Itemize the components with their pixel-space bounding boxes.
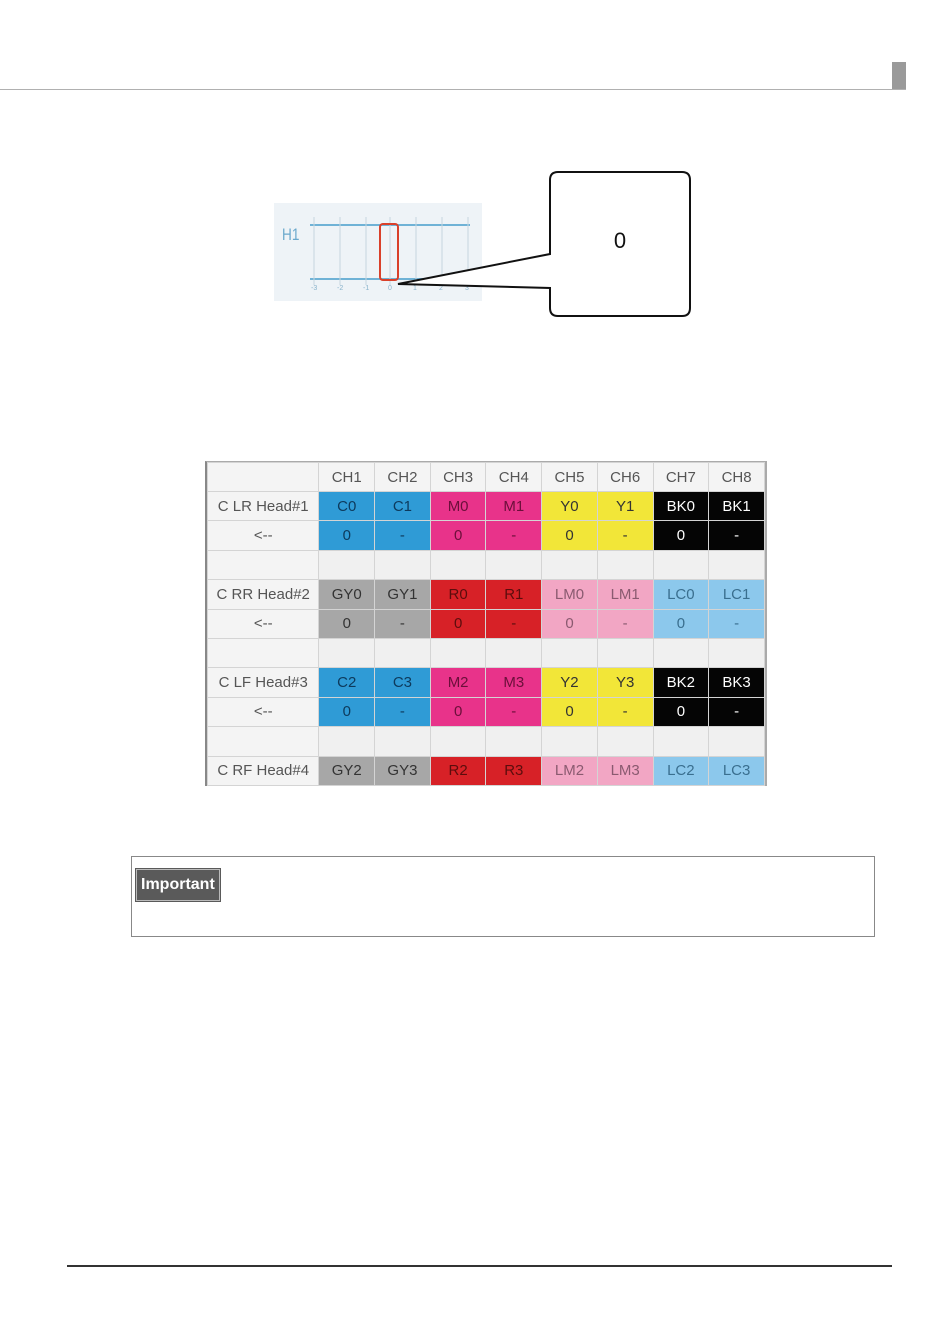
table-row xyxy=(208,668,765,697)
column-header-ch8: CH8 xyxy=(709,463,765,492)
channel-cell[interactable]: R0 xyxy=(430,580,486,609)
channel-cell[interactable]: LC2 xyxy=(653,756,709,785)
header-rule xyxy=(0,89,906,90)
channel-cell xyxy=(486,550,542,579)
channel-cell[interactable]: - xyxy=(597,697,653,726)
channel-cell[interactable]: 0 xyxy=(653,697,709,726)
table-row xyxy=(208,550,765,579)
row-header: C RR Head#2 xyxy=(208,580,319,609)
channel-cell xyxy=(542,638,598,667)
important-note-box xyxy=(131,856,875,937)
channel-cell[interactable]: LC0 xyxy=(653,580,709,609)
channel-cell[interactable]: R1 xyxy=(486,580,542,609)
corner-cell xyxy=(208,463,319,492)
column-header-ch3: CH3 xyxy=(430,463,486,492)
channel-cell[interactable]: LM3 xyxy=(597,756,653,785)
channel-cell[interactable]: - xyxy=(375,521,431,550)
pattern-tick-label: -2 xyxy=(337,285,344,292)
channel-cell[interactable]: LC1 xyxy=(709,580,765,609)
channel-cell[interactable]: - xyxy=(597,609,653,638)
table-header-row xyxy=(208,463,765,492)
pattern-tick-label: -3 xyxy=(311,285,318,292)
channel-cell[interactable]: 0 xyxy=(430,609,486,638)
table-row xyxy=(208,521,765,550)
head-channel-table xyxy=(205,461,767,786)
channel-cell[interactable]: 0 xyxy=(319,521,375,550)
channel-cell xyxy=(542,727,598,756)
row-header: <-- xyxy=(208,697,319,726)
channel-cell xyxy=(486,638,542,667)
channel-cell[interactable]: 0 xyxy=(542,697,598,726)
row-header xyxy=(208,550,319,579)
channel-cell xyxy=(375,727,431,756)
footer-rule xyxy=(67,1265,892,1267)
table-row xyxy=(208,492,765,521)
channel-cell[interactable]: - xyxy=(375,697,431,726)
channel-cell[interactable]: - xyxy=(375,609,431,638)
channel-cell xyxy=(709,550,765,579)
channel-cell xyxy=(653,550,709,579)
channel-cell[interactable]: 0 xyxy=(542,521,598,550)
channel-cell xyxy=(486,727,542,756)
channel-cell[interactable]: 0 xyxy=(653,521,709,550)
pattern-tick-label: 1 xyxy=(413,285,417,292)
channel-cell[interactable]: GY1 xyxy=(375,580,431,609)
row-header: C LR Head#1 xyxy=(208,492,319,521)
channel-cell[interactable]: Y0 xyxy=(542,492,598,521)
channel-cell[interactable]: R2 xyxy=(430,756,486,785)
row-header xyxy=(208,638,319,667)
channel-cell xyxy=(430,727,486,756)
column-header-ch2: CH2 xyxy=(375,463,431,492)
table-row xyxy=(208,727,765,756)
channel-cell[interactable]: BK2 xyxy=(653,668,709,697)
table-row xyxy=(208,756,765,785)
channel-cell[interactable]: 0 xyxy=(653,609,709,638)
channel-cell[interactable]: LM1 xyxy=(597,580,653,609)
channel-cell xyxy=(709,727,765,756)
channel-cell[interactable]: BK3 xyxy=(709,668,765,697)
channel-cell[interactable]: - xyxy=(486,521,542,550)
channel-cell xyxy=(709,638,765,667)
channel-cell[interactable]: GY0 xyxy=(319,580,375,609)
channel-cell[interactable]: M2 xyxy=(430,668,486,697)
channel-grid xyxy=(207,462,765,786)
table-body xyxy=(208,492,765,786)
channel-cell[interactable]: 0 xyxy=(319,609,375,638)
table-row xyxy=(208,609,765,638)
important-badge: Important xyxy=(136,869,220,901)
callout-value: 0 xyxy=(613,228,627,253)
channel-cell[interactable]: C3 xyxy=(375,668,431,697)
channel-cell[interactable]: C1 xyxy=(375,492,431,521)
channel-cell[interactable]: C2 xyxy=(319,668,375,697)
channel-cell xyxy=(597,727,653,756)
channel-cell[interactable]: GY2 xyxy=(319,756,375,785)
channel-cell[interactable]: - xyxy=(709,697,765,726)
channel-cell xyxy=(653,727,709,756)
channel-cell[interactable]: GY3 xyxy=(375,756,431,785)
channel-cell xyxy=(653,638,709,667)
channel-cell[interactable]: M1 xyxy=(486,492,542,521)
channel-cell[interactable]: 0 xyxy=(430,697,486,726)
row-header: C LF Head#3 xyxy=(208,668,319,697)
channel-cell xyxy=(319,727,375,756)
table-row xyxy=(208,580,765,609)
pattern-tick-label: 3 xyxy=(465,285,469,292)
channel-cell xyxy=(319,550,375,579)
pattern-tick-label: -1 xyxy=(363,285,370,292)
channel-cell[interactable]: 0 xyxy=(430,521,486,550)
row-header xyxy=(208,727,319,756)
pattern-label: H1 xyxy=(282,225,300,244)
channel-cell[interactable]: LM0 xyxy=(542,580,598,609)
channel-cell[interactable]: C0 xyxy=(319,492,375,521)
channel-cell[interactable]: - xyxy=(597,521,653,550)
channel-cell[interactable]: - xyxy=(486,697,542,726)
channel-cell[interactable]: Y2 xyxy=(542,668,598,697)
channel-cell xyxy=(597,638,653,667)
channel-cell xyxy=(375,638,431,667)
channel-cell xyxy=(430,550,486,579)
column-header-ch7: CH7 xyxy=(653,463,709,492)
row-header: <-- xyxy=(208,521,319,550)
row-header: C RF Head#4 xyxy=(208,756,319,785)
row-header: <-- xyxy=(208,609,319,638)
channel-cell[interactable]: M0 xyxy=(430,492,486,521)
pattern-tick-label: 2 xyxy=(439,285,443,292)
column-header-ch5: CH5 xyxy=(542,463,598,492)
channel-cell xyxy=(375,550,431,579)
channel-cell[interactable]: Y1 xyxy=(597,492,653,521)
table-row xyxy=(208,697,765,726)
pattern-tick-label: 0 xyxy=(388,285,392,292)
channel-cell[interactable]: - xyxy=(709,521,765,550)
table-row xyxy=(208,638,765,667)
channel-cell[interactable]: BK1 xyxy=(709,492,765,521)
channel-cell[interactable]: BK0 xyxy=(653,492,709,521)
channel-cell xyxy=(597,550,653,579)
channel-cell[interactable]: Y3 xyxy=(597,668,653,697)
channel-cell[interactable]: 0 xyxy=(542,609,598,638)
channel-cell xyxy=(319,638,375,667)
column-header-ch1: CH1 xyxy=(319,463,375,492)
channel-cell xyxy=(542,550,598,579)
channel-cell[interactable]: - xyxy=(486,609,542,638)
channel-cell[interactable]: M3 xyxy=(486,668,542,697)
column-header-ch6: CH6 xyxy=(597,463,653,492)
channel-cell[interactable]: LC3 xyxy=(709,756,765,785)
channel-cell[interactable]: R3 xyxy=(486,756,542,785)
channel-cell xyxy=(430,638,486,667)
column-header-ch4: CH4 xyxy=(486,463,542,492)
channel-cell[interactable]: 0 xyxy=(319,697,375,726)
channel-cell[interactable]: LM2 xyxy=(542,756,598,785)
channel-cell[interactable]: - xyxy=(709,609,765,638)
page-edge-tab xyxy=(892,62,906,90)
